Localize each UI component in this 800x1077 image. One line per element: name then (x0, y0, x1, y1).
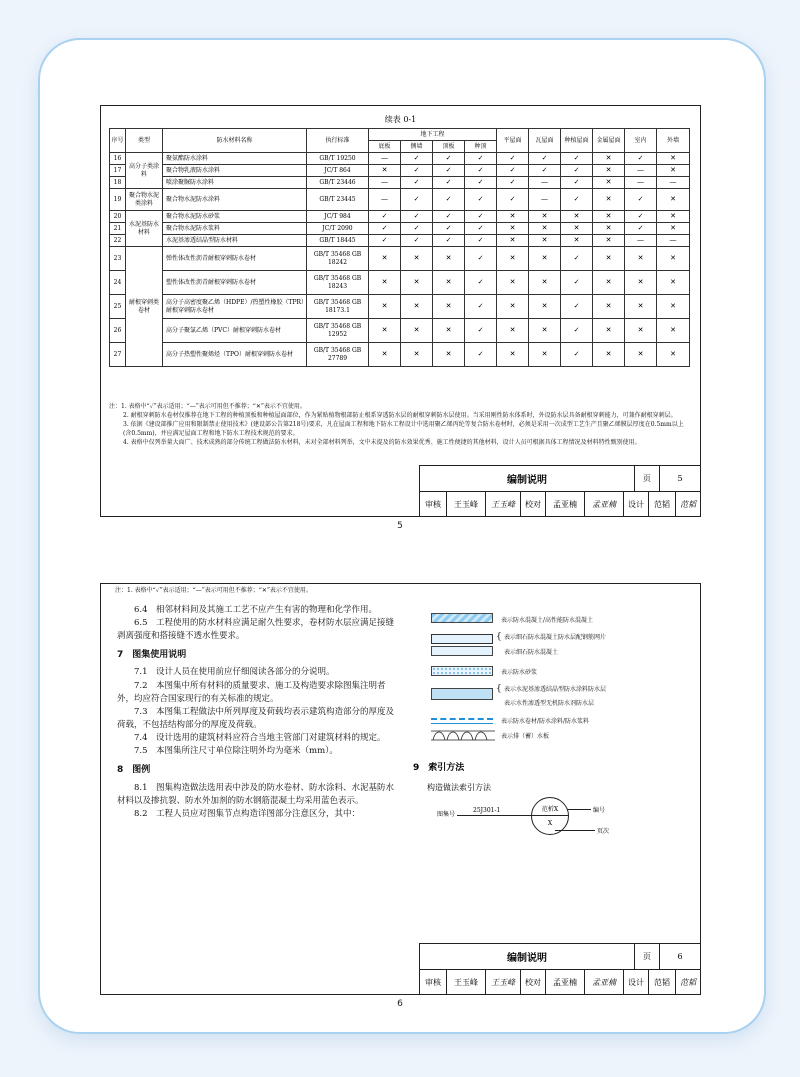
col-exterior-wall: 外墙 (657, 129, 690, 153)
applicability-mark: ✕ (593, 271, 625, 295)
applicability-mark: — (369, 189, 401, 211)
col-planting-roof: 种植屋面 (561, 129, 593, 153)
col-standard: 执行标准 (307, 129, 369, 153)
applicability-mark: — (657, 235, 690, 247)
legend-text-1: 表示防水混凝土/高性能防水混凝土 (501, 617, 594, 624)
type-cell: 耐根穿刺类卷材 (126, 247, 163, 367)
applicability-mark: ✓ (561, 319, 593, 343)
note-4: 4. 表格中仅列举量大面广、技术成熟的部分传统工程做法防水材料，未对全部材料列举，文中未提及的防水效果优秀、施工性便捷的其他材料，设计人员可根据具体工程情况及材料特性甄别使用。 (123, 439, 641, 446)
paragraph: 8.2 工程人员应对图集节点构造详图部分注意区分，其中： (134, 808, 361, 819)
applicability-mark: ✕ (529, 247, 561, 271)
table-row (110, 165, 690, 177)
paragraph: 7.1 设计人员在使用前应仔细阅读各部分的分说明。 (134, 667, 335, 678)
applicability-mark: — (625, 177, 657, 189)
note-3: 3. 依据《建设部推广应用和限制禁止使用技术》(建设部公告第218号)要求，凡在屋面工程和地下防水工程设计中选用聚乙烯丙纶等复合防水卷材时，必须是采用一次成型工艺生产且聚乙烯膜层厚度在0.5mm以上(含0.5mm)，并应满足屋面工程和地下防水工程技术规范的要求。 (123, 421, 684, 437)
col-indoor: 室内 (625, 129, 657, 153)
standard-cell: GB/T 35468 GB 12952 (307, 319, 369, 343)
applicability-mark: ✕ (497, 295, 529, 319)
applicability-mark: ✓ (433, 153, 465, 165)
applicability-mark: ✕ (593, 295, 625, 319)
material-name: 高分子聚氯乙烯（PVC）耐根穿刺防水卷材 (163, 319, 307, 343)
standard-cell: GB/T 35468 GB 18242 (307, 247, 369, 271)
designer: 范韬 (649, 492, 676, 516)
applicability-mark: ✕ (593, 211, 625, 223)
applicability-mark: ✓ (465, 247, 497, 271)
applicability-mark: ✕ (497, 235, 529, 247)
table-row (110, 189, 690, 211)
material-name: 聚氨酯防水涂料 (163, 153, 307, 165)
page-value: 6 (659, 944, 700, 969)
applicability-mark: ✕ (497, 223, 529, 235)
material-name: 聚合物乳液防水涂料 (163, 165, 307, 177)
applicability-mark: ✕ (593, 165, 625, 177)
applicability-mark: ✕ (497, 271, 529, 295)
standard-cell: JC/T 984 (307, 211, 369, 223)
applicability-mark: ✓ (401, 211, 433, 223)
legend-text-3: 表示细石防水混凝土 (504, 649, 559, 656)
applicability-mark: ✕ (401, 343, 433, 367)
materials-table (109, 128, 690, 367)
atlas-number-label: 图集号 (437, 811, 456, 818)
applicability-mark: ✓ (465, 211, 497, 223)
legend-text-5: 表示水泥基渗透结晶型防水涂料防水层 (504, 686, 607, 693)
row-number: 19 (110, 189, 126, 211)
applicability-mark: ✓ (561, 177, 593, 189)
applicability-mark: ✕ (593, 153, 625, 165)
material-name: 高分子高密度聚乙烯（HDPE）/热塑性橡胶（TPR）耐根穿刺防水卷材 (163, 295, 307, 319)
row-number: 18 (110, 177, 126, 189)
applicability-mark: ✕ (529, 271, 561, 295)
applicability-mark: ✕ (561, 235, 593, 247)
applicability-mark: ✓ (465, 295, 497, 319)
col-flat-roof: 平屋面 (497, 129, 529, 153)
page-number-5: 5 (397, 521, 403, 531)
applicability-mark: ✓ (465, 235, 497, 247)
table-body (110, 153, 690, 367)
legend-swatch-drain-board (431, 729, 495, 741)
drawing-sheet-2: 注：1. 表格中“✓”表示适用；“—”表示可用但不推荐；“✕”表示不宜使用。 6.4 相邻材料间及其施工工艺不应产生有害的物理和化学作用。 6.5 工程使用的防水材料应满足耐久性要求，卷材防水层应满足接缝剥离强度和搭接缝不透水性要求。 7 图集使用说明 7.1 设计人员在使用前应仔细阅读各部分的分说明。 7.2 本图集中所有材料的质量要求、施工及构造要求除图集注明者外，均应符合国家现行的有关标准的规定。 7.3 本图集工程做法中所列厚度及荷载均表示建筑构造部分的厚度及荷载，不包括结构部分的厚度及荷载。 7.4 设计选用的建筑材料应符合当地主管部门对建筑材料的规定。 7.5 本图集所注尺寸单位除注明外均为毫米（mm）。 8 图例 8.1 图集构造做法选用表中涉及的防水卷材、防水涂料、水泥基防水材料以及掺抗裂、防水外加剂的防水钢筋混凝土均采用蓝色表示。 8.2 工程人员应对图集节点构造详图部分注意区分，其中： 表示防水混凝土/高性能防水混凝土 { 表示细石防水混凝土防水层配钢筋网片 表示细石防水混凝土 表示防水砂浆 { 表示水泥基渗透结晶型防水涂料防水层 表示水性渗透型无机防水剂防水层 表示防水卷材/防水涂料/防水浆料 表示排（蓄）水板 9 索引方法 构造做法索引方法 图集号 25J301-1 范析X X 编号 页次 编制说明 页 6 审核 王玉峰 王玉峰 校对 孟亚楠 孟亚楠 设计 范韬 范韬 (100, 583, 701, 995)
applicability-mark: ✓ (401, 223, 433, 235)
legend-text-4: 表示防水砂浆 (501, 669, 538, 676)
table-row (110, 177, 690, 189)
title-block-title: 编制说明 (507, 475, 547, 486)
index-node-bottom: X (547, 820, 553, 827)
standard-cell: GB/T 35468 GB 27789 (307, 343, 369, 367)
applicability-mark: ✕ (401, 319, 433, 343)
applicability-mark: ✓ (561, 271, 593, 295)
applicability-mark: — (529, 177, 561, 189)
designer-signature: 范韬 (680, 977, 696, 987)
paragraph: 7.2 本图集中所有材料的质量要求、施工及构造要求除图集注明者外，均应符合国家现行的有关标准的规定。 (117, 680, 386, 704)
material-name: 水泥基渗透结晶型防水材料 (163, 235, 307, 247)
applicability-mark: ✓ (561, 165, 593, 177)
applicability-mark: ✓ (465, 223, 497, 235)
material-name: 喷涂聚脲防水涂料 (163, 177, 307, 189)
table-row (110, 153, 690, 165)
applicability-mark: ✕ (497, 211, 529, 223)
applicability-mark: ✓ (497, 165, 529, 177)
drawing-sheet-1 (100, 105, 701, 517)
designer-signature: 范韬 (680, 499, 696, 509)
section-heading: 8 图例 (117, 764, 151, 775)
applicability-mark: ✓ (369, 211, 401, 223)
applicability-mark: ✓ (497, 153, 529, 165)
applicability-mark: ✕ (529, 211, 561, 223)
row-number: 20 (110, 211, 126, 223)
legend-text-2: 表示细石防水混凝土防水层配钢筋网片 (504, 634, 607, 641)
material-name: 聚合物水泥防水涂料 (163, 189, 307, 211)
applicability-mark: ✓ (625, 189, 657, 211)
applicability-mark: ✓ (465, 189, 497, 211)
applicability-mark: ✕ (369, 295, 401, 319)
index-subheading: 构造做法索引方法 (427, 783, 491, 792)
applicability-mark: — (625, 235, 657, 247)
applicability-mark: — (657, 177, 690, 189)
label-number: 编号 (593, 807, 606, 814)
applicability-mark: ✕ (593, 343, 625, 367)
title-block-2 (419, 943, 700, 994)
applicability-mark: ✕ (529, 295, 561, 319)
applicability-mark: — (369, 153, 401, 165)
applicability-mark: ✕ (657, 223, 690, 235)
col-ug-top: 顶板 (433, 141, 465, 153)
applicability-mark: ✕ (369, 165, 401, 177)
applicability-mark: ✕ (369, 343, 401, 367)
applicability-mark: ✓ (433, 211, 465, 223)
material-name: 聚合物水泥防水浆料 (163, 223, 307, 235)
applicability-mark: ✕ (657, 295, 690, 319)
type-cell: 高分子类涂料 (126, 153, 163, 189)
standard-cell: GB/T 23446 (307, 177, 369, 189)
applicability-mark: ✕ (561, 223, 593, 235)
applicability-mark: ✕ (433, 271, 465, 295)
row-number: 23 (110, 247, 126, 271)
applicability-mark: ✕ (657, 153, 690, 165)
paragraph: 7.5 本图集所注尺寸单位除注明外均为毫米（mm）。 (134, 746, 338, 757)
applicability-mark: ✓ (561, 189, 593, 211)
table-caption: 续表 0-1 (384, 115, 417, 124)
standard-cell: JC/T 2090 (307, 223, 369, 235)
page-label: 页 (634, 944, 659, 969)
standard-cell: JC/T 864 (307, 165, 369, 177)
applicability-mark: ✕ (369, 271, 401, 295)
reviewer: 王玉峰 (447, 970, 486, 994)
legend-text-7: 表示防水卷材/防水涂料/防水浆料 (501, 718, 590, 725)
paragraph: 7.3 本图集工程做法中所列厚度及荷载均表示建筑构造部分的厚度及荷载，不包括结构部分的厚度及荷载。 (117, 706, 395, 731)
row-number: 27 (110, 343, 126, 367)
col-name: 防水材料名称 (163, 129, 307, 153)
material-name: 聚合物水泥防水砂浆 (163, 211, 307, 223)
page-value: 5 (659, 466, 700, 491)
applicability-mark: ✕ (497, 343, 529, 367)
type-cell: 聚合物水泥类涂料 (126, 189, 163, 211)
check-label: 校对 (521, 970, 546, 994)
applicability-mark: ✓ (433, 223, 465, 235)
applicability-mark: ✕ (657, 343, 690, 367)
applicability-mark: ✓ (465, 343, 497, 367)
applicability-mark: ✕ (561, 211, 593, 223)
col-metal-roof: 金属屋面 (593, 129, 625, 153)
applicability-mark: — (369, 177, 401, 189)
applicability-mark: ✕ (529, 223, 561, 235)
table-row (110, 247, 690, 271)
standard-cell: GB/T 35468 GB 18243 (307, 271, 369, 295)
applicability-mark: ✕ (593, 189, 625, 211)
applicability-mark: ✓ (465, 319, 497, 343)
design-label: 设计 (624, 970, 649, 994)
legend-swatch-fine-concrete (431, 646, 493, 656)
checker: 孟亚楠 (546, 492, 585, 516)
applicability-mark: ✕ (625, 319, 657, 343)
applicability-mark: ✓ (529, 165, 561, 177)
design-label: 设计 (624, 492, 649, 516)
title-block-title: 编制说明 (507, 953, 547, 964)
standard-cell: GB/T 18445 (307, 235, 369, 247)
page-label: 页 (634, 466, 659, 491)
applicability-mark: ✕ (433, 247, 465, 271)
row-number: 24 (110, 271, 126, 295)
applicability-mark: ✓ (369, 235, 401, 247)
row-number: 21 (110, 223, 126, 235)
col-ug-planting-top: 种顶 (465, 141, 497, 153)
applicability-mark: ✕ (433, 319, 465, 343)
applicability-mark: ✕ (657, 189, 690, 211)
applicability-mark: ✓ (401, 153, 433, 165)
table-row (110, 235, 690, 247)
applicability-mark: ✕ (657, 319, 690, 343)
applicability-mark: ✓ (625, 223, 657, 235)
table-row (110, 319, 690, 343)
applicability-mark: — (625, 165, 657, 177)
applicability-mark: ✓ (433, 189, 465, 211)
applicability-mark: ✓ (465, 177, 497, 189)
legend-swatch-mesh (431, 634, 493, 644)
applicability-mark: — (529, 189, 561, 211)
index-heading: 9 索引方法 (413, 763, 465, 773)
applicability-mark: ✕ (657, 211, 690, 223)
carry-over-note: 注：1. 表格中“✓”表示适用；“—”表示可用但不推荐；“✕”表示不宜使用。 (115, 587, 312, 594)
col-seq: 序号 (110, 129, 126, 153)
table-row (110, 223, 690, 235)
applicability-mark: ✓ (529, 153, 561, 165)
applicability-mark: ✕ (369, 319, 401, 343)
applicability-mark: ✓ (497, 177, 529, 189)
applicability-mark: ✕ (497, 247, 529, 271)
row-number: 26 (110, 319, 126, 343)
applicability-mark: ✕ (657, 247, 690, 271)
atlas-code: 25J301-1 (473, 807, 501, 814)
applicability-mark: ✓ (497, 189, 529, 211)
applicability-mark: ✕ (657, 165, 690, 177)
table-row (110, 343, 690, 367)
applicability-mark: ✕ (529, 343, 561, 367)
left-text-column (117, 604, 399, 821)
index-node-text: 范析X (541, 806, 559, 813)
material-name: 塑性体改性沥青耐根穿刺防水卷材 (163, 271, 307, 295)
material-name: 弹性体改性沥青耐根穿刺防水卷材 (163, 247, 307, 271)
applicability-mark: ✓ (561, 153, 593, 165)
material-name: 高分子热塑性聚烯烃（TPO）耐根穿刺防水卷材 (163, 343, 307, 367)
reviewer-signature: 王玉峰 (486, 492, 521, 516)
review-label: 审核 (420, 492, 447, 516)
applicability-mark: ✕ (369, 247, 401, 271)
paragraph: 7.4 设计选用的建筑材料应符合当地主管部门对建筑材料的规定。 (134, 733, 386, 744)
title-block (419, 465, 700, 516)
applicability-mark: ✕ (593, 247, 625, 271)
applicability-mark: ✕ (529, 235, 561, 247)
review-label: 审核 (420, 970, 447, 994)
legend-swatch-concrete (431, 613, 493, 623)
applicability-mark: ✓ (625, 211, 657, 223)
applicability-mark: ✕ (529, 319, 561, 343)
applicability-mark: ✕ (593, 177, 625, 189)
table-row (110, 211, 690, 223)
checker-signature: 孟亚楠 (585, 970, 624, 994)
section-heading: 7 图集使用说明 (117, 649, 187, 660)
applicability-mark: ✕ (433, 295, 465, 319)
label-page: 页次 (597, 828, 610, 835)
applicability-mark: ✓ (561, 247, 593, 271)
applicability-mark: ✕ (497, 319, 529, 343)
paragraph: 8.1 图集构造做法选用表中涉及的防水卷材、防水涂料、水泥基防水材料以及掺抗裂、防水外加剂的防水钢筋混凝土均采用蓝色表示。 (117, 782, 395, 806)
applicability-mark: ✓ (561, 343, 593, 367)
legend-swatch-membrane (431, 718, 493, 724)
note-2: 2. 耐根穿刺防水卷材仅推荐在地下工程的种植顶板和种植屋面部位，作为紧贴植物根部防止根系穿透防水层的耐根穿刺防水层使用。当采用刚性防水体系时，外设防水层具备耐根穿刺能力，可兼作耐根穿刺层。 (123, 412, 677, 419)
applicability-mark: ✕ (625, 247, 657, 271)
standard-cell: GB/T 35468 GB 18173.1 (307, 295, 369, 319)
applicability-mark: ✕ (593, 319, 625, 343)
applicability-mark: ✕ (593, 223, 625, 235)
applicability-mark: ✓ (561, 295, 593, 319)
col-type: 类型 (126, 129, 163, 153)
paragraph: 6.5 工程使用的防水材料应满足耐久性要求，卷材防水层应满足接缝剥离强度和搭接缝不透水性要求。 (117, 618, 395, 642)
applicability-mark: ✓ (433, 235, 465, 247)
applicability-mark: ✓ (465, 153, 497, 165)
legend-swatch-crystal (431, 688, 493, 700)
col-ug-wall: 侧墙 (401, 141, 433, 153)
col-underground: 地下工程 (369, 129, 497, 141)
checker-signature: 孟亚楠 (585, 492, 624, 516)
type-cell: 水泥基防水材料 (126, 211, 163, 247)
row-number: 16 (110, 153, 126, 165)
table-row (110, 295, 690, 319)
col-ug-floor: 底板 (369, 141, 401, 153)
applicability-mark: ✓ (433, 177, 465, 189)
checker: 孟亚楠 (546, 970, 585, 994)
applicability-mark: ✕ (625, 295, 657, 319)
legend-text-6: 表示水性渗透型无机防水剂防水层 (504, 700, 595, 707)
applicability-mark: ✕ (401, 295, 433, 319)
applicability-mark: ✕ (625, 343, 657, 367)
table-notes (109, 402, 691, 447)
page-number-6: 6 (397, 999, 403, 1009)
applicability-mark: ✕ (593, 235, 625, 247)
applicability-mark: ✓ (433, 165, 465, 177)
applicability-mark: ✓ (625, 153, 657, 165)
legend-swatch-mortar (431, 666, 493, 676)
standard-cell: GB/T 19250 (307, 153, 369, 165)
applicability-mark: ✕ (401, 271, 433, 295)
applicability-mark: ✓ (401, 235, 433, 247)
applicability-mark: ✕ (433, 343, 465, 367)
paragraph: 6.4 相邻材料间及其施工工艺不应产生有害的物理和化学作用。 (134, 605, 378, 615)
row-number: 17 (110, 165, 126, 177)
applicability-mark: ✕ (401, 247, 433, 271)
applicability-mark: ✓ (465, 271, 497, 295)
table-row (110, 271, 690, 295)
col-tile-roof: 瓦屋面 (529, 129, 561, 153)
legend-text-8: 表示排（蓄）水板 (501, 733, 550, 740)
applicability-mark: ✓ (369, 223, 401, 235)
applicability-mark: ✓ (401, 165, 433, 177)
applicability-mark: ✓ (465, 165, 497, 177)
check-label: 校对 (521, 492, 546, 516)
note-1: 注：1. 表格中“✓”表示适用；“—”表示可用但不推荐；“✕”表示不宜使用。 (109, 403, 306, 410)
reviewer: 王玉峰 (447, 492, 486, 516)
reviewer-signature: 王玉峰 (486, 970, 521, 994)
designer: 范韬 (649, 970, 676, 994)
applicability-mark: ✓ (401, 177, 433, 189)
applicability-mark: ✕ (657, 271, 690, 295)
applicability-mark: ✕ (625, 271, 657, 295)
applicability-mark: ✓ (401, 189, 433, 211)
row-number: 25 (110, 295, 126, 319)
standard-cell: GB/T 23445 (307, 189, 369, 211)
row-number: 22 (110, 235, 126, 247)
